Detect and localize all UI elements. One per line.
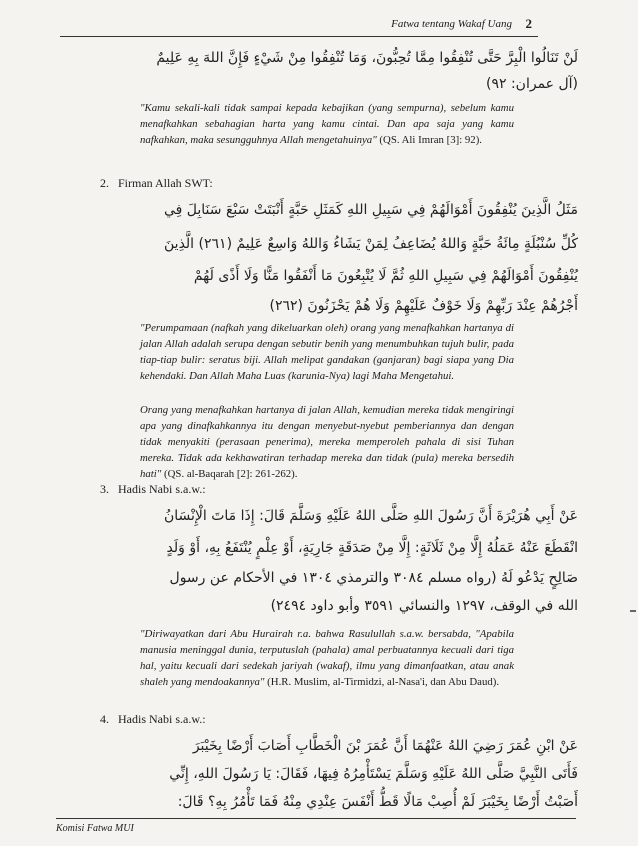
section2-arabic-line3: يُنْفِقُونَ أَمْوَالَهُمْ فِي سَبِيلِ اللهِ ثُمَّ لَا يُتْبِعُونَ مَا أَنْفَقُوا مَنًّا وَلَا أَذًى لَهُمْ	[193, 268, 578, 284]
section3-arabic-line2: انْقَطَعَ عَنْهُ عَمَلُهُ إِلَّا مِنْ ثَلَاثَةٍ: إِلَّا مِنْ صَدَقَةٍ جَارِيَةٍ، أَوْ عِلْمٍ يُنْتَفَعُ بِهِ، أَوْ وَلَدٍ	[166, 540, 578, 556]
section2-translation-part2	[140, 402, 514, 482]
section2-title: Firman Allah SWT:	[118, 176, 213, 190]
page-number: 2	[525, 16, 532, 31]
verse1-translation	[140, 100, 514, 148]
page-header	[60, 14, 538, 37]
running-title: Fatwa tentang Wakaf Uang	[391, 18, 512, 30]
verse1-translation-text: "Kamu sekali-kali tidak sampai kepada kebajikan (yang sempurna), sebelum kamu menafkahkan sebahagian harta yang kamu cintai. Dan apa saja yang kamu nafkahkan, maka sesungguhnya Allah mengetahuinya"	[140, 102, 514, 146]
section3-title: Hadis Nabi s.a.w.:	[118, 482, 206, 496]
margin-mark	[630, 610, 636, 612]
section3-number: 3.	[100, 482, 109, 496]
section3-heading	[100, 482, 206, 497]
section4-title: Hadis Nabi s.a.w.:	[118, 712, 206, 726]
section3-arabic-line4: الله في الوقف، ١٢٩٧ والنسائي ٣٥٩١ وأبو داود ٢٤٩٤)	[270, 598, 578, 614]
section2-translation: "Perumpamaan (nafkah yang dikeluarkan oleh) orang yang menafkahkan hartanya di jalan Allah adalah serupa dengan sebutir benih yang menumbuhkan tujuh bulir, pada tiap-tiap bulir: seratus biji. Allah melipat gandakan (ganjaran) bagi siapa yang Dia kehendaki. Dan Allah Maha Luas (karunia-Nya) lagi Maha Mengetahui.	[140, 322, 514, 382]
section4-arabic-line1: عَنْ ابْنِ عُمَرَ رَضِيَ اللهُ عَنْهُمَا أَنَّ عُمَرَ بْنَ الْخَطَّابِ أَصَابَ أَرْضًا بِخَيْبَرَ	[192, 738, 578, 754]
section2-number: 2.	[100, 176, 109, 190]
section4-arabic-line2: فَأَتَى النَّبِيَّ صَلَّى اللهُ عَلَيْهِ وَسَلَّمَ يَسْتَأْمِرُهُ فِيهَا، فَقَالَ: يَا رَسُولَ اللهِ، إِنِّي	[169, 766, 578, 782]
section4-arabic-line3: أَصَبْتُ أَرْضًا بِخَيْبَرَ لَمْ أُصِبْ مَالًا قَطُّ أَنْفَسَ عِنْدِي مِنْهُ فَمَا تَأْمُرُ بِهِ؟ قَالَ:	[177, 794, 578, 810]
section2-heading	[100, 176, 213, 191]
verse1-arabic-line2: (آل عمران: ٩٢)	[486, 76, 578, 92]
section3-reference: (H.R. Muslim, al-Tirmidzi, al-Nasa'i, dan Abu Daud).	[264, 676, 500, 688]
section2-reference: (QS. al-Baqarah [2]: 261-262).	[161, 468, 298, 480]
section2-arabic-line4: أَجْرُهُمْ عِنْدَ رَبِّهِمْ وَلَا خَوْفٌ عَلَيْهِمْ وَلَا هُمْ يَحْزَنُونَ (٢٦٢)	[269, 298, 578, 314]
section4-heading	[100, 712, 206, 727]
page-footer	[56, 818, 576, 834]
verse1-reference: (QS. Ali Imran [3]: 92).	[376, 134, 482, 146]
section3-translation-text: "Diriwayatkan dari Abu Hurairah r.a. bahwa Rasulullah s.a.w. bersabda, "Apabila manusia meninggal dunia, terputuslah (pahala) amal perbuatannya kecuali dari tiga hal, yaitu kecuali dari sedekah jariyah (wakaf), ilmu yang dimanfaatkan, atau anak shaleh yang mendoakannya"	[140, 628, 514, 688]
section3-arabic-line1: عَنْ أَبِي هُرَيْرَةَ أَنَّ رَسُولَ اللهِ صَلَّى اللهُ عَلَيْهِ وَسَلَّمَ قَالَ: إِذَا مَاتَ الْإِنْسَانُ	[163, 508, 578, 524]
section2-arabic-line1: مَثَلُ الَّذِينَ يُنْفِقُونَ أَمْوَالَهُمْ فِي سَبِيلِ اللهِ كَمَثَلِ حَبَّةٍ أَنْبَتَتْ سَبْعَ سَنَابِلَ فِي	[163, 202, 578, 218]
section3-arabic-line3: صَالِحٍ يَدْعُو لَهُ (رواه مسلم ٣٠٨٤ والترمذي ١٣٠٤ في الأحكام عن رسول	[169, 570, 578, 586]
verse1-arabic-line1: لَنْ تَنَالُوا الْبِرَّ حَتَّى تُنْفِقُوا مِمَّا تُحِبُّونَ، وَمَا تُنْفِقُوا مِنْ شَيْءٍ فَإِنَّ اللهَ بِهِ عَلِيمٌ	[156, 50, 578, 66]
section2-translation2-text: Orang yang menafkahkan hartanya di jalan Allah, kemudian mereka tidak mengiringi apa yang dinafkahkannya itu dengan menyebut-nyebut pemberiannya dan dengan tidak menyakiti (perasaan penerima), mereka memperoleh pahala di sisi Tuhan mereka. Tidak ada kekhawatiran terhadap mereka dan tidak (pula) mereka bersedih hati"	[140, 404, 514, 480]
section4-number: 4.	[100, 712, 109, 726]
section2-arabic-line2: كُلِّ سُنْبُلَةٍ مِائَةُ حَبَّةٍ وَاللهُ يُضَاعِفُ لِمَنْ يَشَاءُ وَاللهُ وَاسِعٌ عَلِيمٌ (٢٦١) الَّذِينَ	[164, 236, 578, 252]
footer-text: Komisi Fatwa MUI	[56, 823, 134, 834]
section3-translation	[140, 626, 514, 690]
